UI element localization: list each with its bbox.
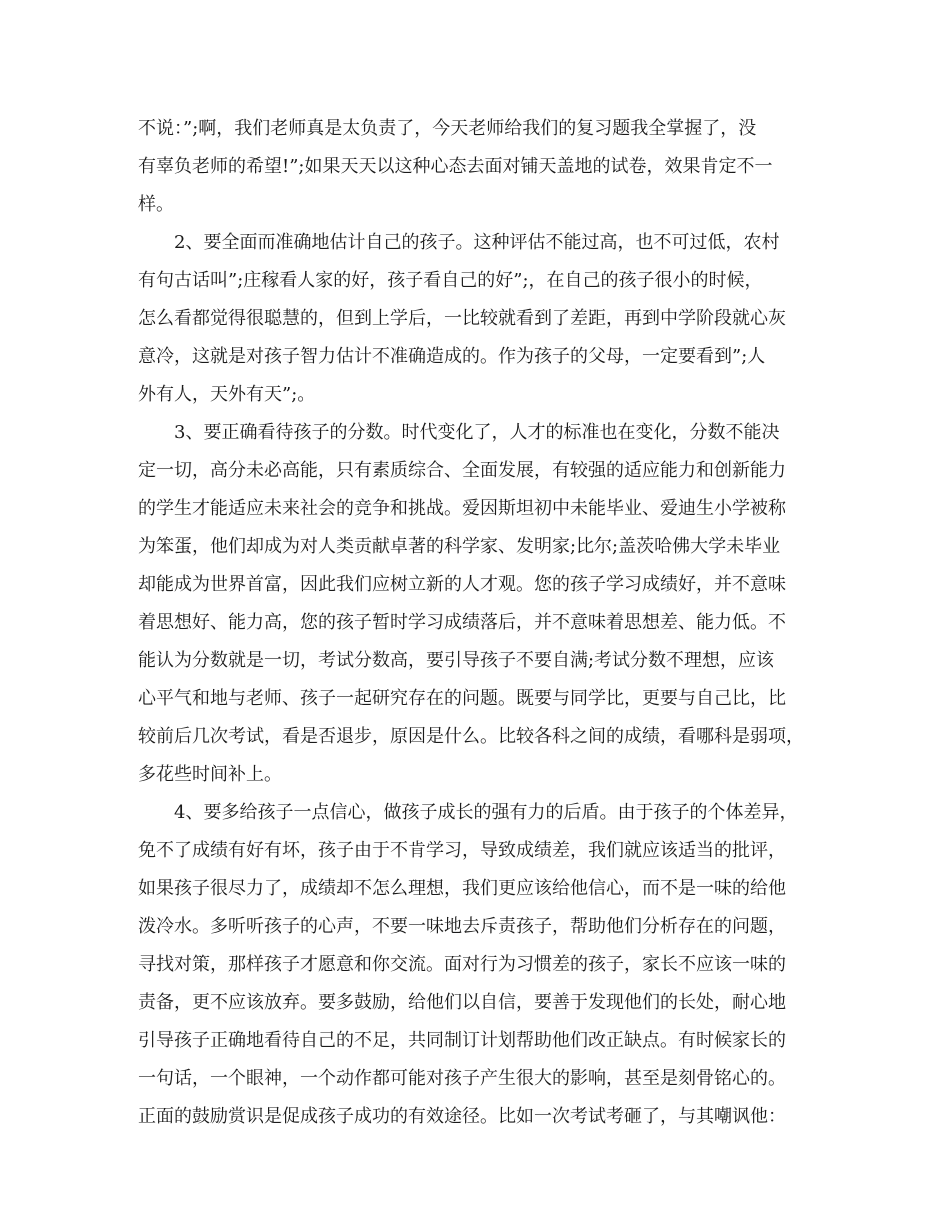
text-line: 多花些时间补上。: [138, 764, 282, 785]
text-line: 较前后几次考试，看是否退步，原因是什么。比较各科之间的成绩，看哪科是弱项，: [138, 726, 804, 747]
text-line: 如果孩子很尽力了，成绩却不怎么理想，我们更应该给他信心，而不是一味的给他: [138, 878, 786, 899]
text-line: 引导孩子正确地看待自己的不足，共同制订计划帮助他们改正缺点。有时候家长的: [138, 1030, 786, 1051]
text-line: 样。: [138, 194, 174, 215]
text-line: 有句古话叫”;庄稼看人家的好，孩子看自己的好”;，在自己的孩子很小的时候，: [138, 270, 763, 291]
text-line: 有辜负老师的希望!”;如果天天以这种心态去面对铺天盖地的试卷，效果肯定不一: [138, 156, 773, 177]
text-line: 为笨蛋，他们却成为对人类贡献卓著的科学家、发明家;比尔;盖茨哈佛大学未毕业: [138, 536, 781, 557]
text-line: 4、要多给孩子一点信心，做孩子成长的强有力的后盾。由于孩子的个体差异，: [174, 802, 798, 823]
text-line: 一句话，一个眼神，一个动作都可能对孩子产生很大的影响，甚至是刻骨铭心的。: [138, 1068, 786, 1089]
text-line: 心平气和地与老师、孩子一起研究存在的问题。既要与同学比，更要与自己比，比: [138, 688, 786, 709]
text-line: 定一切，高分未必高能，只有素质综合、全面发展，有较强的适应能力和创新能力: [138, 460, 786, 481]
text-line: 怎么看都觉得很聪慧的，但到上学后，一比较就看到了差距，再到中学阶段就心灰: [138, 308, 786, 329]
text-line: 3、要正确看待孩子的分数。时代变化了，人才的标准也在变化，分数不能决: [174, 422, 780, 443]
text-line: 的学生才能适应未来社会的竞争和挑战。爱因斯坦初中未能毕业、爱迪生小学被称: [138, 498, 786, 519]
text-line: 却能成为世界首富，因此我们应树立新的人才观。您的孩子学习成绩好，并不意味: [138, 574, 786, 595]
text-line: 正面的鼓励赏识是促成孩子成功的有效途径。比如一次考试考砸了，与其嘲讽他：: [138, 1106, 786, 1127]
text-line: 泼冷水。多听听孩子的心声，不要一味地去斥责孩子，帮助他们分析存在的问题，: [138, 916, 786, 937]
text-line: 意冷，这就是对孩子智力估计不准确造成的。作为孩子的父母，一定要看到”;人: [138, 346, 766, 367]
text-line: 不说：”;啊，我们老师真是太负责了，今天老师给我们的复习题我全掌握了，没: [138, 118, 757, 139]
text-line: 寻找对策，那样孩子才愿意和你交流。面对行为习惯差的孩子，家长不应该一味的: [138, 954, 786, 975]
text-line: 能认为分数就是一切，考试分数高，要引导孩子不要自满;考试分数不理想，应该: [138, 650, 775, 671]
text-line: 着思想好、能力高，您的孩子暂时学习成绩落后，并不意味着思想差、能力低。不: [138, 612, 786, 633]
text-line: 外有人，天外有天”;。: [138, 384, 316, 405]
text-line: 责备，更不应该放弃。要多鼓励，给他们以自信，要善于发现他们的长处，耐心地: [138, 992, 786, 1013]
text-line: 免不了成绩有好有坏，孩子由于不肯学习，导致成绩差，我们就应该适当的批评，: [138, 840, 786, 861]
text-line: 2、要全面而准确地估计自己的孩子。这种评估不能过高，也不可过低，农村: [174, 232, 780, 253]
